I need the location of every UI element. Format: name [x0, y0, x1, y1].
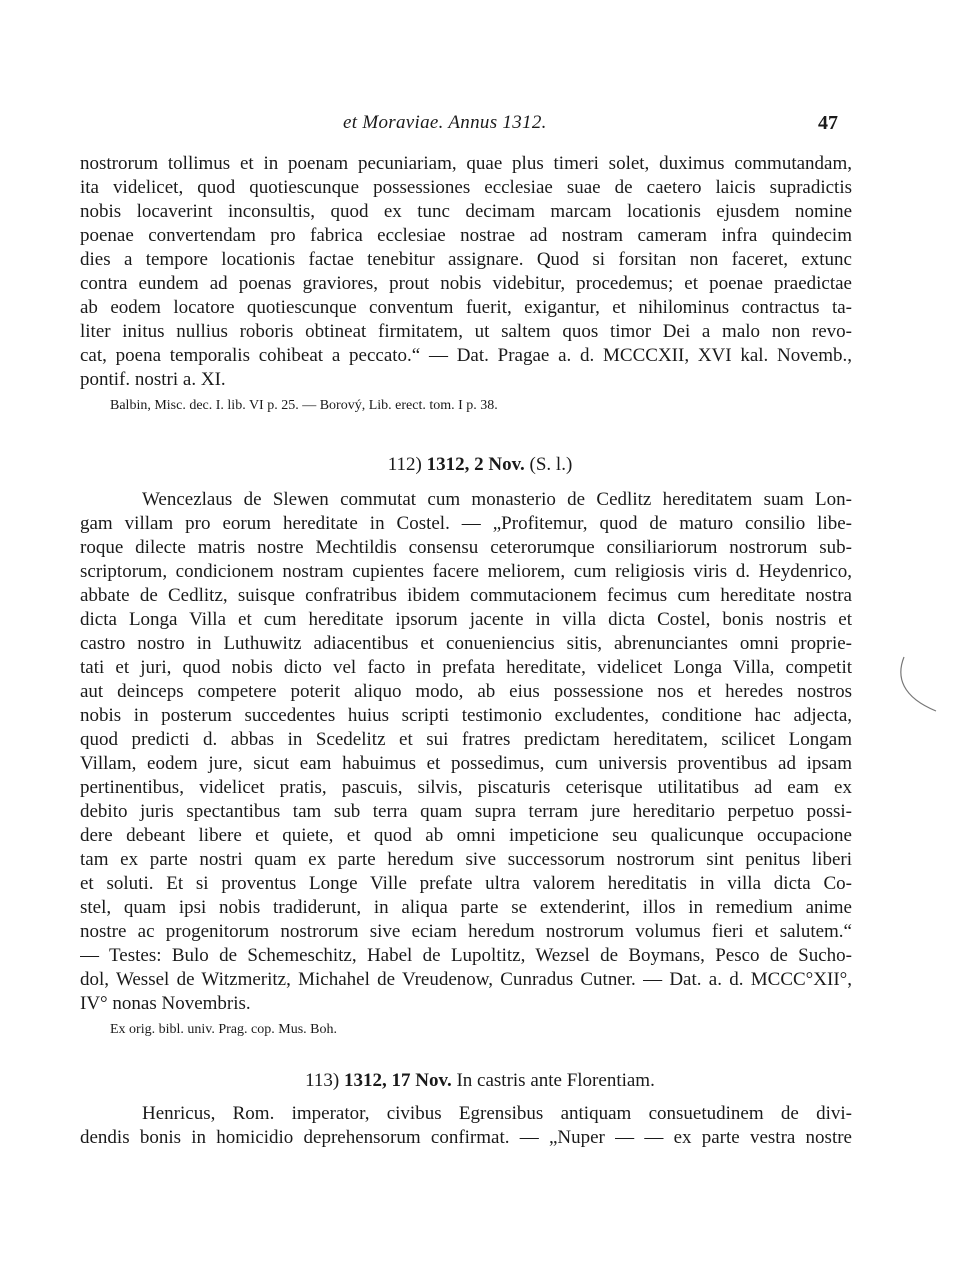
text-line: roque dilecte matris nostre Mechtildis consensu ceterorumque consiliariorum nostrorum sub-	[80, 537, 852, 558]
text-line: contra eundem ad poenas graviores, prout nobis videbitur, procedemus; et poenae praedictae	[80, 273, 852, 294]
text-line: castro nostro in Luthuwitz adiacentibus et conueniencius sitis, abrenunciantes omni proprie-	[80, 633, 852, 654]
paragraph-continuation	[80, 152, 852, 416]
entry-number: 112)	[387, 454, 422, 475]
text-line: nostre ac progenitorum nostrorum sive eciam heredum nostrorum volumus fieri et salutem.“	[80, 921, 852, 942]
entry-date: 1312, 17 Nov.	[344, 1070, 452, 1091]
text-line: gam villam pro eorum hereditate in Costel. — „Profitemur, quod de maturo consilio libe-	[80, 513, 852, 534]
text-line: — Testes: Bulo de Schemeschitz, Habel de Lupoltitz, Wezsel de Boymans, Pesco de Sucho-	[80, 945, 852, 966]
entry-body-113	[80, 1102, 852, 1150]
entry-date: 1312, 2 Nov.	[426, 454, 525, 475]
text-line: nostrorum tollimus et in poenam pecuniariam, quae plus timeri solet, duximus commutandam,	[80, 153, 852, 174]
text-line: poenae convertendam pro fabrica ecclesiae nostrae ad nostram cameram infra quindecim	[80, 225, 852, 246]
text-line: ab eodem locatore quotiescunque conventum fuerit, exigantur, et nihilominus contractus ta-	[80, 297, 852, 318]
entry-note: (S. l.)	[529, 454, 573, 475]
text-line: dere debeant libere et quiete, et quod ab omni impeticione seu qualicunque occupacione	[80, 825, 852, 846]
text-line: Villam, eodem jure, sicut eam habuimus et possedimus, cum universis proventibus ad ipsam	[80, 753, 852, 774]
text-line: Henricus, Rom. imperator, civibus Egrensibus antiquam consuetudinem de divi-	[142, 1103, 852, 1124]
source-citation: Ex orig. bibl. univ. Prag. cop. Mus. Boh.	[110, 1022, 337, 1037]
text-line: dol, Wessel de Witzmeritz, Michahel de Vreudenow, Cunradus Cutner. — Dat. a. d. MCCC°XII°,	[80, 969, 852, 990]
margin-stroke-mark	[898, 655, 938, 715]
source-citation: Balbin, Misc. dec. I. lib. VI p. 25. — Borový, Lib. erect. tom. I p. 38.	[110, 398, 498, 413]
text-line: liter initus nullius roboris obtineat firmitatem, ut saltem quos timor Dei a malo non revo-	[80, 321, 852, 342]
text-line: stel, quam ipsi nobis tradiderunt, in aliqua parte se extenderint, illos in remedium anime	[80, 897, 852, 918]
running-head-title: et Moraviae. Annus 1312.	[343, 112, 547, 133]
text-line: quod predicti d. abbas in Scedelitz et sui fratres predictam hereditatem, scilicet Longam	[80, 729, 852, 750]
text-line: dies a tempore locationis factae tenebitur assignare. Quod si forsitan non faceret, extunc	[80, 249, 852, 270]
entry-body-112	[80, 488, 852, 1040]
page-number: 47	[818, 112, 838, 134]
text-line: debito juris spectantibus tam sub terra quam supra terram jure hereditario perpetuo possi-	[80, 801, 852, 822]
entry-place: In castris ante Florentiam.	[456, 1070, 655, 1091]
text-line: nobis in posterum succedentes huius scripti testimonio excludentes, conditione hac adjecta,	[80, 705, 852, 726]
entry-heading-113	[0, 1068, 960, 1094]
text-line: dicta Longa Villa et cum hereditate ipsorum jacente in villa dicta Costel, bonis nostris et	[80, 609, 852, 630]
text-line: IV° nonas Novembris.	[80, 993, 251, 1014]
text-line: pertinentibus, videlicet pratis, pascuis, silvis, piscaturis ceterisque utilitatibus ad eam ex	[80, 777, 852, 798]
text-line: cat, poena temporalis cohibeat a peccato.“ — Dat. Pragae a. d. MCCCXII, XVI kal. Novemb.,	[80, 345, 852, 366]
text-line: et soluti. Et si proventus Longe Ville prefate ultra valorem hereditatis in villa dicta Co-	[80, 873, 852, 894]
text-line: dendis bonis in homicidio deprehensorum confirmat. — „Nuper — — ex parte vestra nostre	[80, 1127, 852, 1148]
text-line: pontif. nostri a. XI.	[80, 369, 226, 390]
text-line: scriptorum, condicionem nostram cupientes facere meliorem, cum religiosis viris d. Heydenrico,	[80, 561, 852, 582]
text-line: tam ex parte nostri quam ex parte heredum sive successorum nostrorum sint penitus liberi	[80, 849, 852, 870]
running-head	[0, 112, 960, 142]
text-line: tati et juri, quod nobis dicto vel facto in prefata hereditate, videlicet Longa Villa, competit	[80, 657, 852, 678]
entry-heading-112	[0, 452, 960, 478]
text-line: nobis locaverint inconsultis, quod ex tunc decimam marcam locationis ejusdem nomine	[80, 201, 852, 222]
text-line: aut deinceps competere poterit aliquo modo, ab eius possessione nos et heredes nostros	[80, 681, 852, 702]
text-line: Wencezlaus de Slewen commutat cum monasterio de Cedlitz hereditatem suam Lon-	[142, 489, 852, 510]
entry-number: 113)	[305, 1070, 340, 1091]
text-line: abbate de Cedlitz, suisque confratribus ibidem commutacionem fecimus cum hereditate nostra	[80, 585, 852, 606]
text-line: ita videlicet, quod quotiescunque possessiones ecclesiae suae de caetero laicis supradictis	[80, 177, 852, 198]
